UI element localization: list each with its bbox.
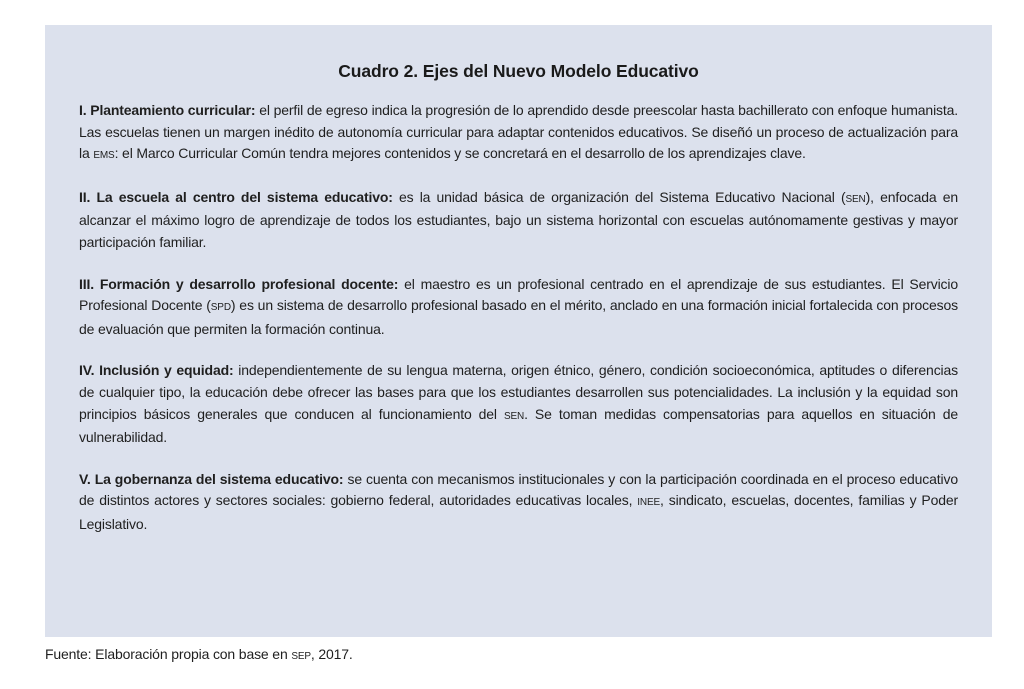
abbreviation: INEE (637, 497, 661, 509)
section-heading: I. Planteamiento curricular: (79, 102, 256, 118)
section-text: el maestro es un profesional centrado en el aprendizaje de sus estudiantes. El Servicio Profesional Docente ( (79, 275, 958, 314)
section-heading: III. Formación y desarrollo profesional docente: (79, 275, 399, 292)
section-text: . Se toman medidas compensatorias para aquellos en situación de vulnerabilidad. (79, 405, 959, 446)
source-suffix: , 2017. (310, 646, 353, 662)
section-escuela-al-centro (79, 187, 958, 254)
abbreviation: SEN (845, 193, 866, 205)
source-note (45, 646, 353, 662)
content-box (45, 25, 992, 637)
section-heading: V. La gobernanza del sistema educativo: (79, 470, 344, 487)
section-text: independientemente de su lengua materna, origen étnico, género, condición socioeconómica, aptitudes o diferencias de cualquier tipo, la educación debe ofrecer las bases para que los estudiantes desarrollen sus potencialidades. La inclusión y la equidad son principios básicos generales que conducen al funcionamiento del (79, 362, 958, 422)
section-text: se cuenta con mecanismos institucionales y con la participación coordinada en el proceso educativo de distintos actores y sectores sociales: gobierno federal, autoridades educativas locales, (79, 470, 958, 509)
section-text: ), enfocada en alcanzar el máximo logro de aprendizaje de todos los estudiantes, bajo un sistema horizontal con escuelas autónomamente gestivas y mayor participación familiar. (79, 188, 958, 250)
abbreviation: SEN (503, 410, 525, 422)
section-text: , sindicato, escuelas, docentes, familias y Poder Legislativo. (79, 492, 958, 532)
box-title: Cuadro 2. Ejes del Nuevo Modelo Educativo (338, 61, 699, 81)
section-text: ) es un sistema de desarrollo profesional basado en el mérito, anclado en una formación inicial fortalecida con procesos de evaluación que permiten la formación continua. (79, 297, 958, 337)
source-prefix: Fuente: Elaboración propia con base en (45, 646, 292, 662)
abbreviation: EMS (93, 150, 115, 162)
section-heading: IV. Inclusión y equidad: (79, 362, 234, 379)
section-text: es la unidad básica de organización del Sistema Educativo Nacional ( (392, 188, 846, 205)
abbreviation: SPD (210, 302, 231, 314)
section-planteamiento-curricular (79, 100, 958, 167)
section-formacion-docente (79, 274, 958, 341)
section-inclusion-equidad (79, 360, 958, 448)
section-text: : el Marco Curricular Común tendra mejores contenidos y se concretará en el desarrollo de los aprendizajes clave. (114, 145, 806, 162)
section-gobernanza (79, 469, 958, 536)
section-text: el perfil de egreso indica la progresión de lo aprendido desde preescolar hasta bachillerato con enfoque humanista. Las escuelas tienen un margen inédito de autonomía curricular para adaptar contenidos educativos. Se diseñó un proceso de actualización para la (79, 102, 958, 162)
section-heading: II. La escuela al centro del sistema educativo: (79, 188, 393, 205)
source-abbreviation: SEP (291, 651, 311, 662)
